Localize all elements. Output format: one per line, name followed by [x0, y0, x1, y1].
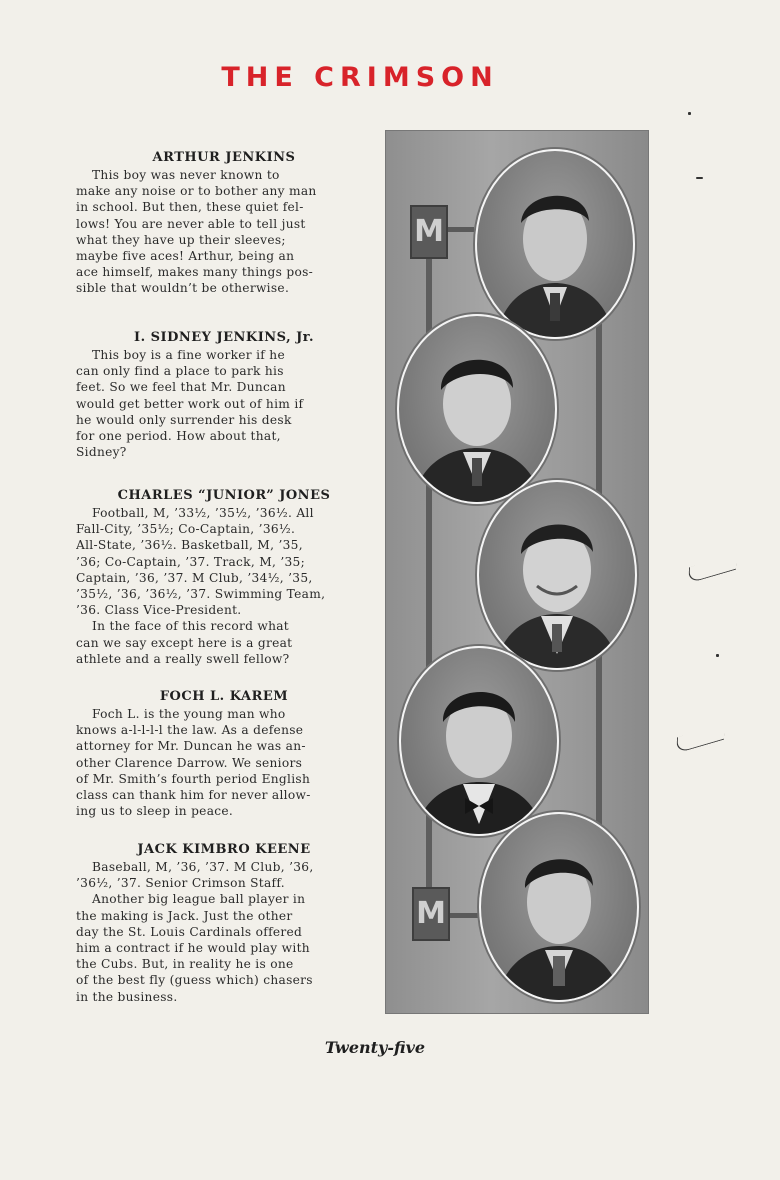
- entry-body: [76, 859, 372, 1005]
- text-line: ace himself, makes many things pos-: [76, 265, 314, 280]
- text-line: feet. So we feel that Mr. Duncan: [76, 380, 286, 395]
- text-line: ing us to sleep in peace.: [76, 804, 234, 819]
- text-line: Fall-City, ’35½; Co-Captain, ’36½.: [76, 522, 296, 537]
- ink-speck: [716, 654, 719, 657]
- portrait-jack-keene: [479, 812, 639, 1002]
- entry-body: [76, 505, 372, 667]
- portrait-figure: [477, 151, 633, 337]
- text-line: would get better work out of him if: [76, 396, 304, 411]
- entry-body: [76, 347, 372, 460]
- text-line: Another big league ball player in: [92, 892, 306, 907]
- text-line: attorney for Mr. Duncan he was an-: [76, 739, 306, 754]
- portrait-arthur-jenkins: [475, 149, 635, 339]
- text-line: what they have up their sleeves;: [76, 232, 286, 247]
- badge-bar: [448, 227, 474, 232]
- portrait-figure: [481, 814, 637, 1000]
- text-line: can we say except here is a great: [76, 635, 293, 650]
- letter-m-badge: M: [410, 205, 448, 259]
- text-line: Baseball, M, ’36, ’37. M Club, ’36,: [92, 860, 314, 874]
- entry-name: CHARLES “JUNIOR” JONES: [117, 488, 331, 503]
- entry-arthur-jenkins: [76, 150, 372, 297]
- ink-speck: [688, 112, 691, 115]
- badge-bar: [450, 913, 480, 918]
- text-line: sible that wouldn’t be otherwise.: [76, 281, 290, 296]
- text-line: Foch L. is the young man who: [92, 707, 286, 721]
- text-line: knows a-l-l-l-l the law. As a defense: [76, 723, 304, 738]
- text-line: lows! You are never able to tell just: [76, 216, 306, 231]
- text-line: make any noise or to bother any man: [76, 184, 317, 199]
- text-line: he would only surrender his desk: [76, 412, 292, 427]
- portrait-figure: [479, 482, 635, 668]
- letter-m-badge: M: [412, 887, 450, 941]
- text-line: ’36½, ’37. Senior Crimson Staff.: [76, 876, 285, 891]
- text-line: ’35½, ’36, ’36½, ’37. Swimming Team,: [76, 587, 326, 602]
- text-line: This boy is a fine worker if he: [92, 348, 285, 362]
- text-line: the Cubs. But, in reality he is one: [76, 957, 294, 972]
- text-line: athlete and a really swell fellow?: [76, 651, 290, 666]
- entry-jack-keene: [76, 842, 372, 1005]
- text-line: This boy was never known to: [92, 168, 280, 182]
- photo-panel: [385, 130, 649, 1014]
- text-line: Sidney?: [76, 445, 127, 460]
- text-line: Football, M, ’33½, ’35½, ’36½. All: [92, 506, 314, 520]
- page-title: THE CRIMSON: [221, 62, 499, 93]
- text-line: in the business.: [76, 989, 178, 1004]
- portrait-sidney-jenkins: [397, 314, 557, 504]
- text-line: ’36. Class Vice-President.: [76, 603, 242, 618]
- page-number: Twenty-five: [324, 1038, 426, 1057]
- text-line: in school. But then, these quiet fel-: [76, 200, 304, 215]
- portrait-foch-karem: [399, 646, 559, 836]
- entry-name: FOCH L. KAREM: [159, 689, 289, 704]
- text-line: All-State, ’36½. Basketball, M, ’35,: [76, 538, 303, 553]
- entry-body: [76, 706, 372, 819]
- text-line: of Mr. Smith’s fourth period English: [76, 771, 311, 786]
- portrait-figure: [401, 648, 557, 834]
- entry-name: I. SIDNEY JENKINS, Jr.: [134, 330, 314, 345]
- text-line: can only find a place to park his: [76, 364, 284, 379]
- text-line: ’36; Co-Captain, ’37. Track, M, ’35;: [76, 554, 306, 569]
- text-line: the making is Jack. Just the other: [76, 908, 293, 923]
- text-line: him a contract if he would play with: [76, 941, 310, 956]
- text-line: day the St. Louis Cardinals offered: [76, 924, 303, 939]
- entry-body: [76, 167, 372, 297]
- text-line: maybe five aces! Arthur, being an: [76, 249, 295, 264]
- portrait-figure: [399, 316, 555, 502]
- entry-name: JACK KIMBRO KEENE: [137, 842, 311, 857]
- entry-name: ARTHUR JENKINS: [152, 150, 296, 165]
- text-line: other Clarence Darrow. We seniors: [76, 755, 303, 770]
- entry-sidney-jenkins: [76, 330, 372, 460]
- ink-speck: [696, 177, 703, 179]
- entry-charles-jones: [76, 488, 372, 667]
- portrait-charles-jones: [477, 480, 637, 670]
- text-line: In the face of this record what: [92, 619, 290, 634]
- text-line: for one period. How about that,: [76, 429, 281, 444]
- text-line: Captain, ’36, ’37. M Club, ’34½, ’35,: [76, 570, 313, 585]
- pencil-check-mark: [676, 723, 724, 753]
- text-line: of the best fly (guess which) chasers: [76, 973, 313, 988]
- entry-foch-karem: [76, 689, 372, 819]
- text-line: class can thank him for never allow-: [76, 788, 311, 803]
- pencil-check-mark: [688, 553, 736, 583]
